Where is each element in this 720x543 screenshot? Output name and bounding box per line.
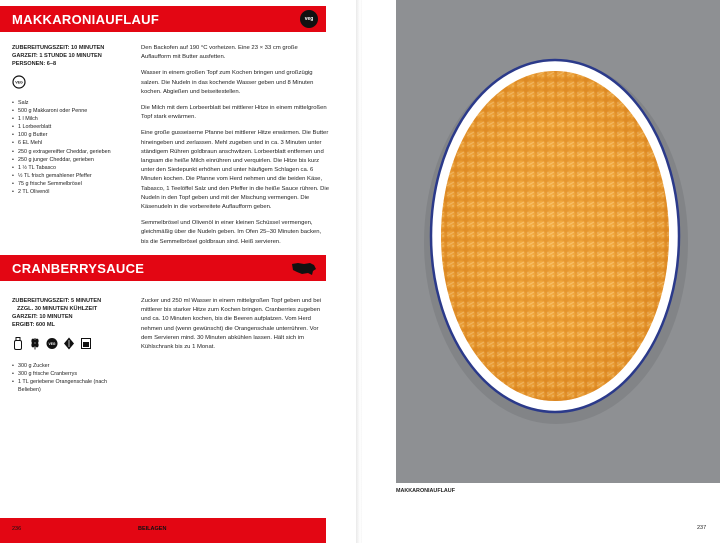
prep-time: ZUBEREITUNGSZEIT: 5 MINUTEN — [12, 298, 102, 304]
ingredient-item: • 500 g Makkaroni oder Penne — [12, 107, 124, 115]
page-number: 236 — [12, 526, 22, 532]
cook-time: GARZEIT: 10 MINUTEN — [12, 314, 73, 320]
method-step: Die Milch mit dem Lorbeerblatt bei mittlerer Hitze in einem mittelgroßen Topf stark erwärmen. — [141, 105, 327, 121]
bottle-icon — [12, 337, 24, 350]
ingredient-item: • 300 g Zucker — [12, 362, 124, 370]
method-step: Semmelbrösel und Olivenöl in einer kleinen Schüssel vermengen, gleichmäßig über die Nudeln geben. Im Ofen 25–30 Minuten backen, bis die Semmelbrösel goldbraun sind. Heiß servieren. — [141, 220, 322, 245]
ingredient-item: • 250 g extragereifter Cheddar, gerieben — [12, 148, 124, 156]
vegetarian-badge-icon: veg — [300, 10, 318, 28]
prep-time: ZUBEREITUNGSZEIT: 10 MINUTEN — [12, 45, 105, 51]
chill-time: ZZGL. 30 MINUTEN KÜHLZEIT — [17, 306, 98, 312]
veg-icon-label: VEG — [48, 342, 56, 346]
method-step: Wasser in einem großen Topf zum Kochen bringen und großzügig salzen. Die Nudeln in das kochende Wasser geben und 8 Minuten kochen. Abgießen und beiseitestellen. — [141, 70, 314, 95]
chapter-label: BEILAGEN — [138, 526, 167, 532]
ingredient-item: • 100 g Butter — [12, 131, 124, 139]
box-icon — [80, 337, 92, 350]
page-footer — [0, 518, 326, 543]
recipe-meta-2 — [12, 297, 101, 329]
recipe-title: CRANBERRYSAUCE — [12, 261, 145, 276]
page-number: 237 — [697, 525, 707, 531]
recipe-title-banner — [0, 6, 326, 32]
veg-icon — [12, 75, 26, 89]
ingredient-item: • 250 g junger Cheddar, gerieben — [12, 156, 124, 164]
ingredient-item: • Salz — [12, 99, 124, 107]
cook-time: GARZEIT: 1 STUNDE 10 MINUTEN — [12, 53, 102, 59]
recipe-title-banner-2 — [0, 255, 326, 281]
ingredient-item: • ½ TL frisch gemahlener Pfeffer — [12, 172, 124, 180]
dish-photo — [396, 0, 720, 483]
ingredient-list — [12, 99, 124, 196]
grain-icon — [29, 337, 41, 350]
ingredient-item: • 6 EL Mehl — [12, 139, 124, 147]
ingredient-item: • 1 Lorbeerblatt — [12, 123, 124, 131]
ingredient-item: • 300 g frische Cranberrys — [12, 370, 124, 378]
mac-and-cheese-image — [396, 0, 720, 483]
method-steps — [141, 44, 329, 254]
ingredient-item: • 1 l Milch — [12, 115, 124, 123]
right-page — [362, 0, 720, 543]
leaf-icon — [63, 337, 75, 350]
method-step: Zucker und 250 ml Wasser in einem mittelgroßen Topf geben und bei mittlerer bis starker Hitze zum Kochen bringen. Cranberries zugeben und ca. 10 Minuten kochen, bis die Beeren aufplatzen. Vom Herd nehmen und (wenn gewünscht) die Orangenschale unterrühren. Vor dem Servieren mind. 30 Minuten abkühlen lassen. Hält sich im Kühlschrank bis zu 1 Monat. — [141, 298, 322, 351]
method-steps-2 — [141, 297, 329, 359]
diet-icons — [12, 337, 92, 350]
method-step: Den Backofen auf 190 °C vorheizen. Eine 23 × 33 cm große Auflaufform mit Butter ausfetten. — [141, 45, 298, 61]
recipe-title: MAKKARONIAUFLAUF — [12, 12, 160, 27]
photo-caption: MAKKARONIAUFLAUF — [396, 488, 455, 494]
ingredient-list-2 — [12, 362, 124, 394]
yield: ERGIBT: 600 ML — [12, 322, 55, 328]
method-step: Eine große gusseiserne Pfanne bei mittlerer Hitze erwärmen. Die Butter hineingeben und zerlassen. Mehl zugeben und in ca. 3 Minuten unter ständigem Rühren goldbraun anschwitzen. Lorbeerblatt entfernen und langsam die heiße Milch einrühren und verquirlen. Die Hitze bis kurz unter den Siedepunkt erhöhen und unter häufigem Schlagen ca. 6 Minuten kochen. Die Pfanne vom Herd nehmen und die beiden Käse, Tabasco, 1 Teelöffel Salz und den Pfeffer in die heiße Sauce rühren. Die Nudeln in den Topf geben und mit der Mischung vermengen. Die Käsenudeln in die vorbereitete Auflaufform geben. — [141, 130, 329, 211]
veg-icon-label: VEG — [15, 80, 23, 85]
ingredient-item: • 75 g frische Semmelbrösel — [12, 180, 124, 188]
left-page — [0, 0, 358, 543]
ingredient-item: • 2 TL Olivenöl — [12, 188, 124, 196]
usa-map-icon — [290, 258, 318, 278]
servings: PERSONEN: 6–8 — [12, 61, 57, 67]
ingredient-item: • 1 TL geriebene Orangenschale (nach Belieben) — [12, 378, 124, 394]
veg-icon — [46, 337, 58, 350]
recipe-meta — [12, 44, 104, 68]
ingredient-item: • 1 ½ TL Tabasco — [12, 164, 124, 172]
